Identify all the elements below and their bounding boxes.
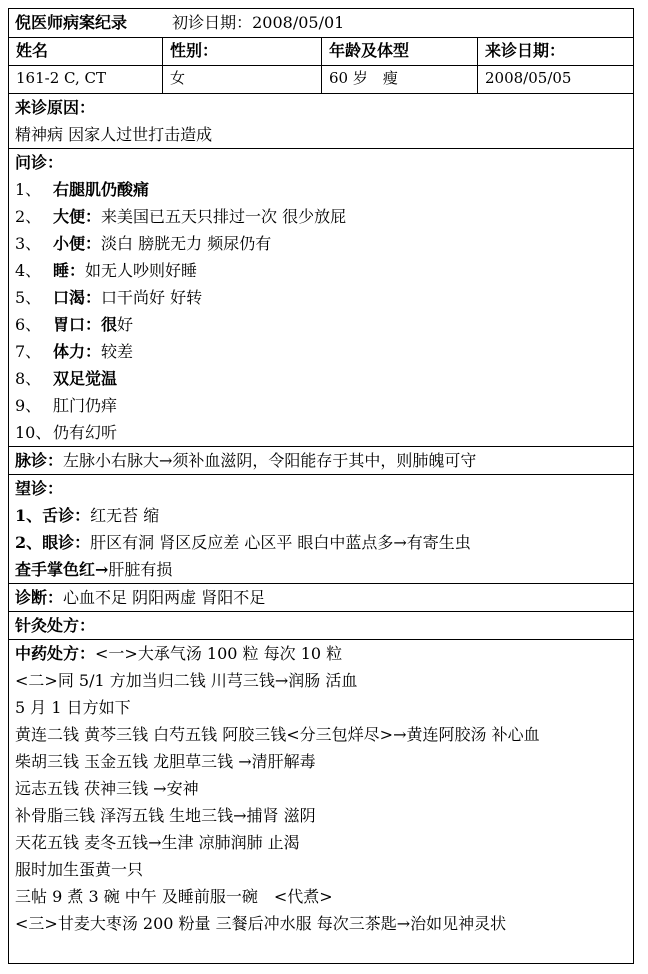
- inquiry-item: [15, 311, 627, 338]
- prescription-line: 补骨脂三钱 泽泻五钱 生地三钱→捕肾 滋阴: [15, 806, 316, 825]
- item-number: 5、: [15, 288, 42, 307]
- eye-label: 2、眼诊：: [15, 533, 91, 552]
- tongue-label: 1、舌诊：: [15, 506, 91, 525]
- reason-text: 精神病 因家人过世打击造成: [15, 125, 213, 144]
- header-sex: 性别：: [163, 38, 322, 65]
- header-name: 姓名: [9, 38, 163, 65]
- item-number: 2、: [15, 207, 42, 226]
- inquiry-label: 问诊：: [15, 153, 64, 172]
- prescription-line: 远志五钱 茯神三钱 →安神: [15, 779, 199, 798]
- item-number: 1、: [15, 180, 42, 199]
- inquiry-item: [15, 257, 627, 284]
- inquiry-section: [9, 149, 633, 447]
- patient-sex: 女: [163, 66, 322, 93]
- inquiry-item: [15, 392, 627, 419]
- item-label: 睡：: [53, 261, 86, 280]
- item-text: 肛门仍痒: [53, 396, 118, 415]
- prescription-line: <一>大承气汤 100 粒 每次 10 粒: [95, 644, 343, 663]
- observation-label: 望诊：: [15, 479, 64, 498]
- diagnosis-text: 心血不足 阴阳两虚 肾阳不足: [63, 588, 266, 607]
- prescription-line: 服时加生蛋黄一只: [15, 860, 144, 879]
- item-text: 好: [117, 315, 134, 334]
- tongue-text: 红无苔 缩: [90, 506, 160, 525]
- item-label: 双足觉温: [53, 369, 118, 388]
- item-label: 胃口：很: [53, 315, 118, 334]
- item-label: 右腿肌仍酸痛: [53, 180, 150, 199]
- pulse-label: 脉诊：: [15, 451, 64, 470]
- item-number: 4、: [15, 261, 42, 280]
- palm-label: 查手掌色红→: [15, 560, 109, 579]
- patient-header-row: [9, 38, 633, 66]
- inquiry-item: [15, 365, 627, 392]
- prescription-line: 黄连二钱 黄芩三钱 白芍五钱 阿胶三钱<分三包烊尽>→黄连阿胶汤 补心血: [15, 725, 540, 744]
- item-text: 来美国已五天只排过一次 很少放屁: [101, 207, 347, 226]
- eye-line: [15, 529, 627, 556]
- medical-record-sheet: [8, 8, 634, 964]
- herbal-line: [15, 640, 627, 667]
- prescription-line: <二>同 5/1 方加当归二钱 川芎三钱→润肠 活血: [15, 671, 358, 690]
- patient-value-row: [9, 66, 633, 94]
- diagnosis-label: 诊断：: [15, 588, 64, 607]
- header-age: 年龄及体型: [322, 38, 478, 65]
- patient-visit-date: 2008/05/05: [485, 69, 572, 87]
- herbal-section: [9, 640, 633, 937]
- prescription-line: 5 月 1 日方如下: [15, 698, 131, 717]
- inquiry-item: [15, 230, 627, 257]
- item-number: 3、: [15, 234, 42, 253]
- record-title: 倪医师病案纪录: [15, 13, 128, 32]
- first-visit-date: 初诊日期：2008/05/01: [172, 13, 345, 32]
- patient-id: 161-2 C, CT: [9, 66, 163, 93]
- item-label: 口渴：: [53, 288, 102, 307]
- prescription-line: 柴胡三钱 玉金五钱 龙胆草三钱 →清肝解毒: [15, 752, 316, 771]
- item-number: 6、: [15, 315, 42, 334]
- pulse-line: [15, 447, 627, 474]
- reason-label: 来诊原因：: [15, 98, 96, 117]
- inquiry-item: [15, 419, 627, 446]
- observation-section: [9, 475, 633, 584]
- item-number: 10、: [15, 423, 52, 442]
- item-text: 仍有幻听: [53, 423, 118, 442]
- diagnosis-line: [15, 584, 627, 611]
- inquiry-item: [15, 176, 627, 203]
- item-number: 8、: [15, 369, 42, 388]
- item-text: 口干尚好 好转: [101, 288, 203, 307]
- item-text: 如无人吵则好睡: [85, 261, 198, 280]
- inquiry-item: [15, 284, 627, 311]
- record-title-row: [9, 9, 633, 38]
- diagnosis-section: [9, 584, 633, 612]
- tongue-line: [15, 502, 627, 529]
- herbal-label: 中药处方：: [15, 644, 96, 663]
- prescription-line: 三帖 9 煮 3 碗 中午 及睡前服一碗 <代煮>: [15, 887, 333, 906]
- acupuncture-section: [9, 612, 633, 640]
- header-visit-date: 来诊日期：: [485, 41, 566, 60]
- inquiry-item: [15, 203, 627, 230]
- palm-text: 肝脏有损: [108, 560, 173, 579]
- prescription-line: 天花五钱 麦冬五钱→生津 凉肺润肺 止渴: [15, 833, 300, 852]
- inquiry-item: [15, 338, 627, 365]
- acupuncture-label: 针灸处方：: [15, 616, 96, 635]
- item-text: 较差: [101, 342, 134, 361]
- patient-age: 60 岁 瘦: [322, 66, 478, 93]
- item-number: 7、: [15, 342, 42, 361]
- item-label: 体力：: [53, 342, 102, 361]
- prescription-line: <三>甘麦大枣汤 200 粉量 三餐后冲水服 每次三茶匙→治如见神灵状: [15, 914, 507, 933]
- eye-text: 肝区有洞 肾区反应差 心区平 眼白中蓝点多→有寄生虫: [90, 533, 471, 552]
- pulse-section: [9, 447, 633, 475]
- item-number: 9、: [15, 396, 42, 415]
- pulse-text: 左脉小右脉大→须补血滋阴，令阳能存于其中，则肺魄可守: [63, 451, 477, 470]
- palm-line: [15, 556, 627, 583]
- reason-section: [9, 94, 633, 149]
- item-text: 淡白 膀胱无力 频尿仍有: [101, 234, 272, 253]
- item-label: 大便：: [53, 207, 102, 226]
- item-label: 小便：: [53, 234, 102, 253]
